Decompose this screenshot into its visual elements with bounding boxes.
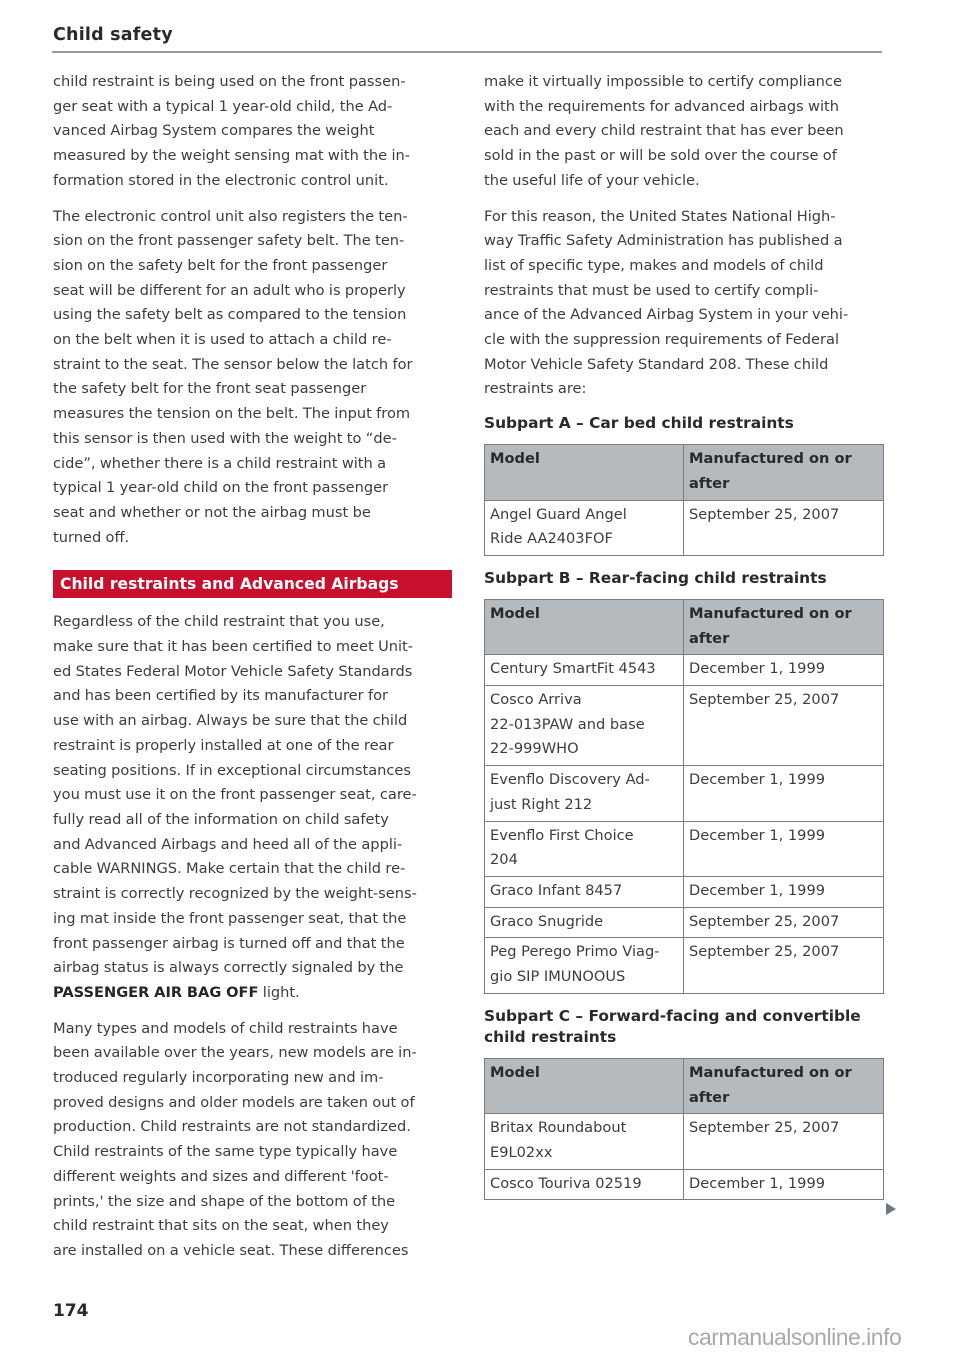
date-cell: September 25, 2007 — [684, 686, 884, 766]
passenger-airbag-off-term: PASSENGER AIR BAG OFF — [53, 983, 259, 1001]
paragraph-certification: Regardless of the child restraint that you use, make sure that it has been certified to meet Unit- ed States Federal Motor Vehicle Safety Standards and has been certified by its manufacturer for use with an airbag. Always be sure that the child restraint is properly installed at one of the rear seating positions. If in exceptional circumstances you must use it on the front passenger seat, care- fully read all of the information on child safety and Advanced Airbags and heed all of the appli- cable WARNINGS. Make certain that the child re- straint is correctly recognized by the weight-sens- ing mat inside the front passenger seat, that the front passenger airbag is turned off and that the airbag status is always correctly signaled by the PASSENGER AIR BAG OFF light. — [53, 613, 417, 1001]
paragraph-belt-tension: The electronic control unit also registers the ten- sion on the front passenger safety belt. The ten- sion on the safety belt for the front passenger seat will be different for an adult who is properly using the safety belt as compared to the tension on the belt when it is used to attach a child re- straint to the seat. The sensor below the latch for the safety belt for the front seat passenger measures the tension on the belt. The input from this sensor is then used with the weight to “de- cide”, whether there is a child restraint with a typical 1 year-old child on the front passenger seat and whether or not the airbag must be turned off. — [53, 207, 413, 546]
model-cell: Britax Roundabout E9L02xx — [485, 1114, 684, 1169]
table-row — [485, 500, 884, 555]
model-cell: Cosco Touriva 02519 — [485, 1169, 684, 1200]
date-cell: September 25, 2007 — [684, 1114, 884, 1169]
model-cell: Angel Guard Angel Ride AA2403FOF — [485, 500, 684, 555]
date-cell: September 25, 2007 — [684, 500, 884, 555]
left-column — [53, 70, 453, 1275]
section-header-title: Child safety — [53, 25, 173, 45]
subpart-c-table — [484, 1058, 884, 1201]
date-cell: December 1, 1999 — [684, 1169, 884, 1200]
subpart-b-table — [484, 599, 884, 994]
table-row — [485, 766, 884, 821]
table-row — [485, 1169, 884, 1200]
table-header-row — [485, 445, 884, 500]
table-row — [485, 876, 884, 907]
subpart-a-table — [484, 444, 884, 556]
model-cell: Evenflo First Choice 204 — [485, 821, 684, 876]
right-column — [484, 70, 884, 1212]
date-cell: September 25, 2007 — [684, 938, 884, 993]
date-cell: December 1, 1999 — [684, 821, 884, 876]
table-row — [485, 821, 884, 876]
table-row — [485, 938, 884, 993]
column-header-manufactured: Manufactured on or after — [684, 599, 884, 654]
model-cell: Century SmartFit 4543 — [485, 655, 684, 686]
continue-arrow-icon — [886, 1203, 896, 1215]
date-cell: December 1, 1999 — [684, 766, 884, 821]
table-header-row — [485, 1058, 884, 1113]
date-cell: September 25, 2007 — [684, 907, 884, 938]
paragraph-compliance: make it virtually impossible to certify compliance with the requirements for advanced airbags with each and every child restraint that has ever been sold in the past or will be sold over the course of the useful life of your vehicle. — [484, 73, 844, 189]
subpart-b-heading: Subpart B – Rear-facing child restraints — [484, 568, 827, 587]
table-row — [485, 907, 884, 938]
table-row — [485, 686, 884, 766]
model-cell: Cosco Arriva 22-013PAW and base 22-999WHO — [485, 686, 684, 766]
table-row — [485, 655, 884, 686]
column-header-model: Model — [485, 445, 684, 500]
page-number: 174 — [53, 1301, 89, 1321]
model-cell: Peg Perego Primo Viag- gio SIP IMUNOOUS — [485, 938, 684, 993]
date-cell: December 1, 1999 — [684, 655, 884, 686]
model-cell: Graco Infant 8457 — [485, 876, 684, 907]
paragraph-airbag-weight: child restraint is being used on the front passen- ger seat with a typical 1 year-old child, the Ad- vanced Airbag System compares the weight measured by the weight sensing mat with the in- formation stored in the electronic control unit. — [53, 73, 411, 189]
paragraph-models-variety: Many types and models of child restraints have been available over the years, new models are in- troduced regularly incorporating new and im- proved designs and older models are taken out of production. Child restraints are not standardized. Child restraints of the same type typically have different weights and sizes and different 'foot- prints,' the size and shape of the bottom of the child restraint that sits on the seat, when they are installed on a vehicle seat. These differences — [53, 1019, 417, 1259]
subpart-a-heading: Subpart A – Car bed child restraints — [484, 414, 794, 433]
column-header-manufactured: Manufactured on or after — [684, 1058, 884, 1113]
subpart-c-heading: Subpart C – Forward-facing and convertible child restraints — [484, 1006, 861, 1046]
header-divider — [52, 51, 882, 53]
model-cell: Evenflo Discovery Ad- just Right 212 — [485, 766, 684, 821]
watermark: carmanualsonline.info — [688, 1324, 902, 1350]
column-header-model: Model — [485, 599, 684, 654]
section-banner-child-restraints: Child restraints and Advanced Airbags — [53, 570, 452, 598]
paragraph-nhtsa: For this reason, the United States National High- way Traffic Safety Administration has published a list of specific type, makes and models of child restraints that must be used to certify compli- ance of the Advanced Airbag System in your vehi- cle with the suppression requirements of Federal Motor Vehicle Safety Standard 208. These child restraints are: — [484, 207, 849, 398]
column-header-model: Model — [485, 1058, 684, 1113]
table-header-row — [485, 599, 884, 654]
date-cell: December 1, 1999 — [684, 876, 884, 907]
model-cell: Graco Snugride — [485, 907, 684, 938]
column-header-manufactured: Manufactured on or after — [684, 445, 884, 500]
table-row — [485, 1114, 884, 1169]
